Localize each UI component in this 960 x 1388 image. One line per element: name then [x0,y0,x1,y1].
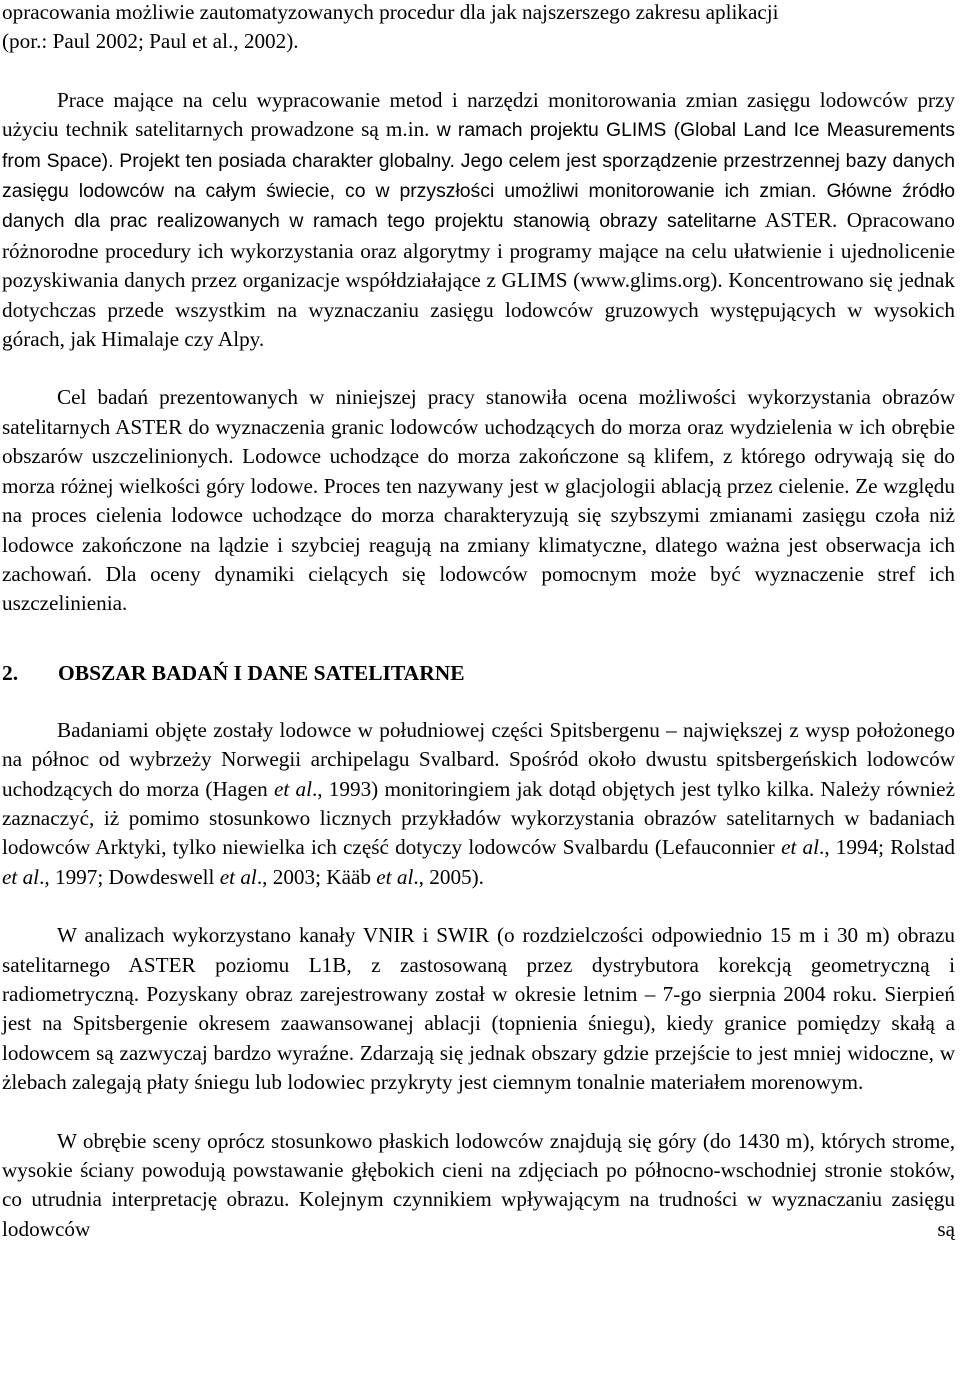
citation-et-al: et al [781,835,820,860]
paragraph-gap [2,354,955,383]
paragraph-glims-part-c: ASTER. Opracowano różnorodne procedury ich wykorzystania oraz algorytmy i programy mające na celu ułatwienie i ujednolicenie pozyskiwania danych przez organizacje współdziałające z GLIMS (www.glims.org). Koncentrowano się jednak dotychczas przede wszystkim na wyznaczaniu zasięgu lodowców gruzowych występujących w wysokich górach, jak Himalaje czy Alpy. [2,208,955,352]
paragraph-aster-data: W analizach wykorzystano kanały VNIR i SWIR (o rozdzielczości odpowiednio 15 m i 30 m) obrazu satelitarnego ASTER poziomu L1B, z zastosowaną przez dystrybutora korekcją geometryczną i radiometryczną. Pozyskany obraz zarejestrowany został w okresie letnim – 7-go sierpnia 2004 roku. Sierpień jest na Spitsbergenie okresem zaawansowanej ablacji (topnienia śniegu), kiedy granice pomiędzy skałą a lodowcem są zazwyczaj bardzo wyraźne. Zdarzają się jednak obszary gdzie przejście to jest mniej widoczne, w żlebach zalegają płaty śniegu lub lodowiec przykryty jest ciemnym tonalnie materiałem morenowym. [2,923,955,1095]
paragraph-gap [2,892,955,921]
paragraph-glims [2,86,955,355]
paragraph-continuation-line-2: (por.: Paul 2002; Paul et al., 2002). [2,29,299,54]
paragraph-gap [2,688,955,716]
citation-et-al: et al [376,864,414,889]
section-heading [2,659,955,688]
study-area-text-2: ., 1993) monitoringiem jak dotąd objętych jest tylko kilka. Należy również zaznaczyć, iż pomimo stosunkowo licznych przykładów wykorzystania obrazów satelitarnych w badaniach lodowców Arktyki, tylko niewielka ich część dotyczy lodowców Svalbardu (Lefauconnier [2,776,955,860]
section-number: 2. [2,660,19,685]
paragraph-glims-part-a: Prace mające na celu wypracowanie metod i narzędzi monitorowania zmian zasięgu lodowców przy użyciu technik satelitarnych prowadzone są m.in. [2,87,955,142]
study-area-text-6: ., 2005). [413,864,484,889]
paragraph-gap [2,57,955,86]
paragraph-research-goal: Cel badań prezentowanych w niniejszej pracy stanowiła ocena możliwości wykorzystania obrazów satelitarnych ASTER do wyznaczenia granic lodowców uchodzących do morza oraz wydzielenia w ich obrębie obszarów uszczelinionych. Lodowce uchodzące do morza zakończone są klifem, z którego odrywają się do morza różnej wielkości góry lodowe. Proces ten nazywany jest w glacjologii ablacją przez cielenie. Ze względu na proces cielenia lodowce uchodzące do morza charakteryzują się szybszymi zmianami zasięgu czoła niż lodowce zakończone na lądzie i szybciej reagują na zmiany klimatyczne, dlatego ważna jest obserwacja ich zachowań. Dla oceny dynamiki cielących się lodowców pomocnym może być wyznaczenie stref ich uszczelinienia. [2,385,955,616]
study-area-text-3: ., 1994; Rolstad [819,835,955,860]
paragraph-glims-part-b: w ramach projektu GLIMS (Global Land Ice Measurements from Space). Projekt ten posiada charakter globalny. Jego celem jest sporządzenie przestrzennej bazy danych zasięgu lodowców na całym świecie, co w przyszłości umożliwi monitorowanie ich zmian. Główne źródło danych dla prac realizowanych w ramach tego projektu stanowią obrazy satelitarne [2,119,955,233]
paragraph-continuation [2,0,955,57]
citation-et-al: et al [2,864,40,889]
document-page [2,0,955,1244]
study-area-text-1: Badaniami objęte zostały lodowce w południowej części Spitsbergenu – największej z wysp położonego na północ od wybrzeży Norwegii archipelagu Svalbard. Spośród około dwustu spitsbergeńskich lodowców uchodzących do morza (Hagen [2,717,955,801]
citation-et-al: et al [273,776,312,801]
study-area-text-5: ., 2003; Kääb [256,864,377,889]
citation-et-al: et al [219,864,257,889]
paragraph-scene-description: W obrębie sceny oprócz stosunkowo płaskich lodowców znajdują się góry (do 1430 m), których strome, wysokie ściany powodują powstawanie głębokich cieni na zdjęciach po północno-wschodniej stronie stoków, co utrudnia interpretację obrazu. Kolejnym czynnikiem wpływającym na trudności w wyznaczaniu zasięgu lodowców są [2,1128,955,1241]
section-title: OBSZAR BADAŃ I DANE SATELITARNE [58,660,465,685]
paragraph-gap [2,1098,955,1127]
paragraph-study-area [2,716,955,892]
paragraph-continuation-line-1: opracowania możliwie zautomatyzowanych procedur dla jak najszerszego zakresu aplikacji [2,0,779,24]
study-area-text-4: ., 1997; Dowdeswell [39,864,220,889]
